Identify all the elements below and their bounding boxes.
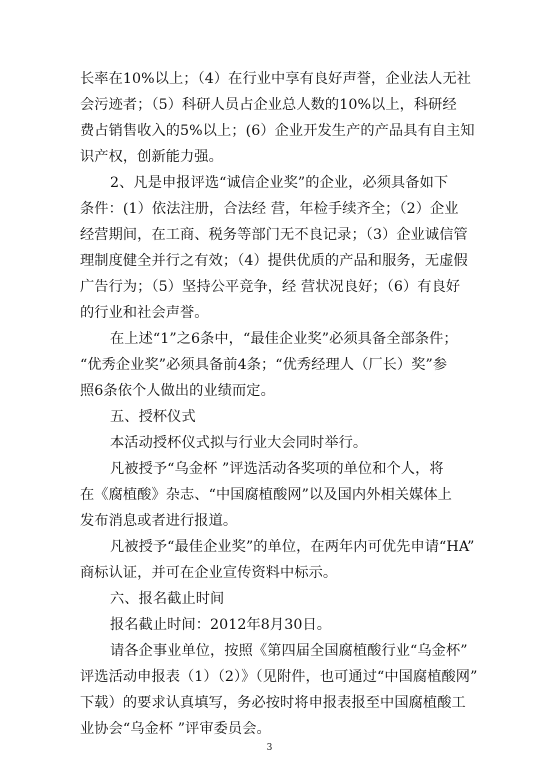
text-line: 条件：(1）依法注册，合法经 营，年检手续齐全；（2）企业: [80, 201, 459, 217]
text-line: 凡被授予“乌金杯 ”评选活动各奖项的单位和个人，将: [110, 461, 444, 477]
text-line: 会污迹者；（5）科研人员占企业总人数的10%以上，科研经: [80, 97, 457, 113]
text-line: “优秀企业奖”必须具备前4条；“优秀经理人（厂长）奖”参: [80, 357, 448, 373]
text-line: 广告行为；（5）坚持公平竞争，经 营状况良好；（6）有良好: [80, 279, 461, 295]
section-heading: 五、授杯仪式: [110, 409, 196, 425]
text-line: 发布消息或者进行报道。: [80, 513, 238, 529]
text-line: 的行业和社会声誉。: [80, 305, 209, 321]
text-line: 下载）的要求认真填写，务必按时将申报表报至中国腐植酸工: [80, 695, 466, 711]
text-line: 费占销售收入的5%以上；(6）企业开发生产的产品具有自主知: [80, 123, 475, 139]
page-number: 3: [266, 743, 273, 753]
text-line: 凡被授予“最佳企业奖”的单位，在两年内可优先申请“HA”: [110, 539, 475, 555]
text-line: 经营期间，在工商、税务等部门无不良记录；（3）企业诚信管: [80, 227, 468, 243]
text-line: 识产权，创新能力强。: [80, 149, 223, 165]
text-line: 评选活动申报表（1）（2）》（见附件，也可通过“中国腐植酸网”: [80, 669, 478, 685]
text-line: 长率在10%以上；（4）在行业中享有良好声誉，企业法人无社: [80, 71, 472, 87]
text-line: 在上述“1”之6条中，“最佳企业奖”必须具备全部条件；: [110, 331, 458, 347]
text-line: 理制度健全并行之有效；（4）提供优质的产品和服务，无虚假: [80, 253, 468, 269]
text-line: 在《腐植酸》杂志、“中国腐植酸网”以及国内外相关媒体上: [80, 487, 452, 503]
text-line: 照6条依个人做出的业绩而定。: [80, 383, 275, 399]
text-line: 请各企事业单位，按照《第四届全国腐植酸行业“乌金杯”: [110, 643, 468, 659]
text-line: 业协会“乌金杯 ”评审委员会。: [80, 721, 271, 737]
text-line: 本活动授杯仪式拟与行业大会同时举行。: [110, 435, 368, 451]
section-heading: 六、报名截止时间: [110, 591, 225, 607]
text-line: 2、凡是申报评选“诚信企业奖”的企业，必须具备如下: [110, 175, 449, 191]
text-line: 报名截止时间：2012年8月30日。: [110, 617, 332, 633]
text-line: 商标认证，并可在企业宣传资料中标示。: [80, 565, 338, 581]
